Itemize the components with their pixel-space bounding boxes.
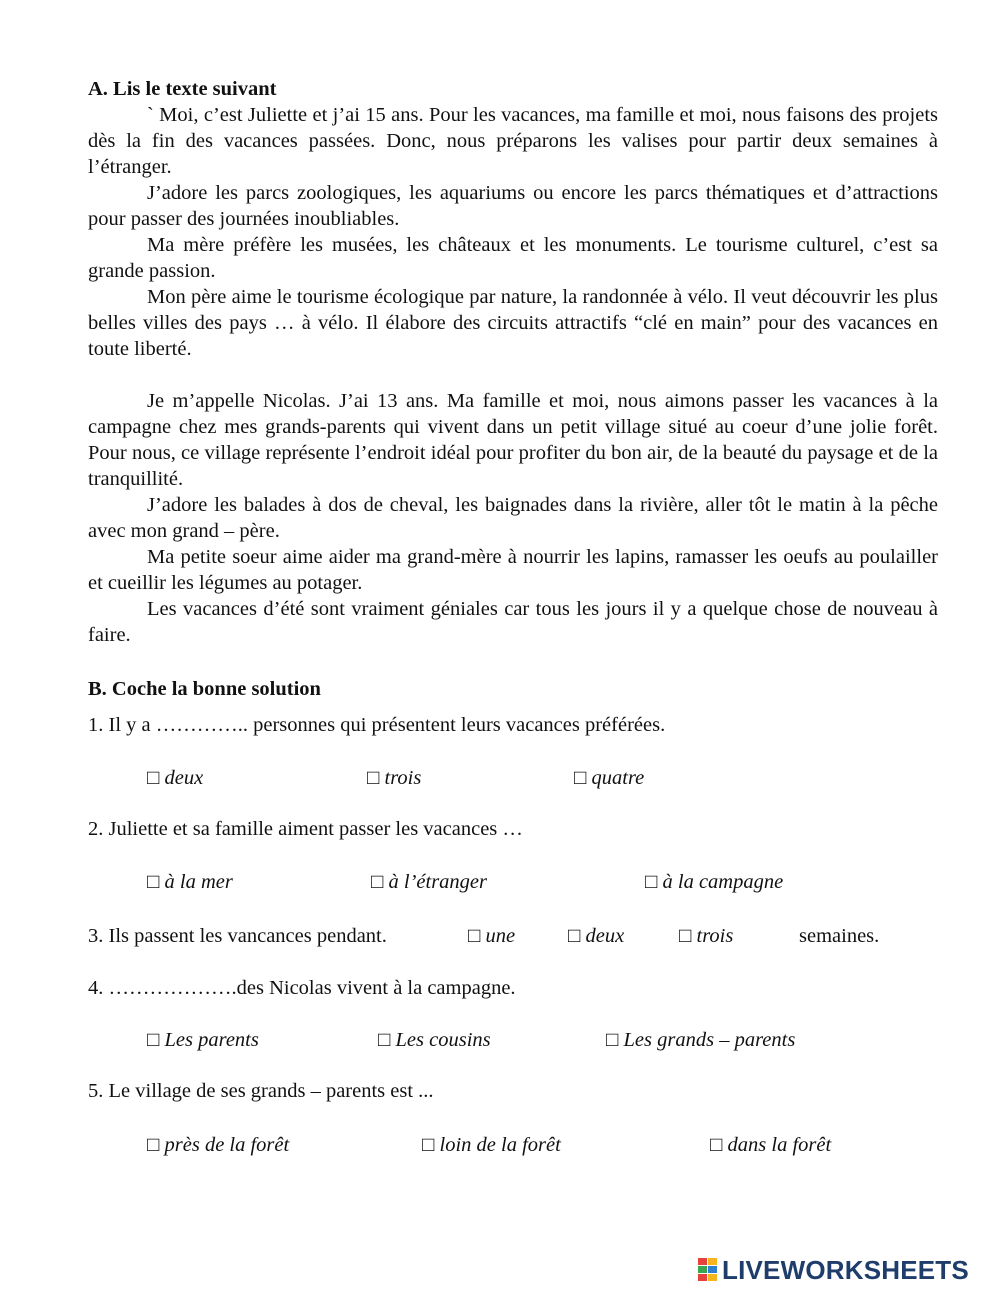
option-deux[interactable]: □ deux: [147, 767, 204, 789]
reading-paragraph: J’adore les parcs zoologiques, les aquariums ou encore les parcs thématiques et d’attractions pour passer des journées inoubliables.: [88, 182, 938, 230]
checkbox-icon[interactable]: □: [679, 925, 692, 947]
reading-paragraph: Les vacances d’été sont vraiment géniales car tous les jours il y a quelque chose de nouveau à faire.: [88, 598, 938, 646]
paragraph-spacer: [88, 362, 938, 388]
checkbox-icon[interactable]: □: [710, 1134, 723, 1156]
option-a-l-etranger[interactable]: □ à l’étranger: [371, 871, 488, 893]
checkbox-icon[interactable]: □: [568, 925, 581, 947]
reading-paragraph: Mon père aime le tourisme écologique par nature, la randonnée à vélo. Il veut découvrir les plus belles villes des pays … à vélo. Il élabore des circuits attractifs “clé en main” pour des vacances en toute liberté.: [88, 286, 938, 360]
question-4: 4. ……………….des Nicolas vivent à la campagne.: [88, 977, 516, 999]
liveworksheets-logo: [698, 1255, 994, 1285]
reading-paragraph: Je m’appelle Nicolas. J’ai 13 ans. Ma famille et moi, nous aimons passer les vacances à la campagne chez mes grands-parents qui vivent dans un petit village situé au coeur d’une jolie forêt. Pour nous, ce village représente l’endroit idéal pour profiter du bon air, de la beauté du paysage et de la tranquillité.: [88, 390, 938, 490]
option-dans-la-foret[interactable]: □ dans la forêt: [710, 1134, 832, 1156]
question-5-options: [88, 1132, 938, 1158]
checkbox-icon[interactable]: □: [147, 871, 160, 893]
question-1: 1. Il y a ………….. personnes qui présentent leurs vacances préférées.: [88, 714, 666, 736]
question-1-options: [88, 765, 938, 791]
question-3-text: 3. Ils passent les vancances pendant.: [88, 925, 387, 947]
checkbox-icon[interactable]: □: [371, 871, 384, 893]
checkbox-icon[interactable]: □: [378, 1029, 391, 1051]
checkbox-icon[interactable]: □: [147, 1134, 160, 1156]
reading-paragraph: Ma mère préfère les musées, les châteaux et les monuments. Le tourisme culturel, c’est sa grande passion.: [88, 234, 938, 282]
option-les-grands-parents[interactable]: □ Les grands – parents: [606, 1029, 796, 1051]
option-loin-de-la-foret[interactable]: □ loin de la forêt: [422, 1134, 561, 1156]
option-les-parents[interactable]: □ Les parents: [147, 1029, 259, 1051]
option-pres-de-la-foret[interactable]: □ près de la forêt: [147, 1134, 290, 1156]
option-quatre[interactable]: □ quatre: [574, 767, 645, 789]
option-deux[interactable]: □ deux: [568, 925, 625, 947]
question-3: [88, 923, 938, 949]
checkbox-icon[interactable]: □: [468, 925, 481, 947]
checkbox-icon[interactable]: □: [645, 871, 658, 893]
option-a-la-mer[interactable]: □ à la mer: [147, 871, 233, 893]
logo-blocks-icon: [698, 1258, 718, 1282]
section-b-heading: B. Coche la bonne solution: [88, 678, 321, 700]
question-4-options: [88, 1027, 938, 1053]
reading-paragraph: J’adore les balades à dos de cheval, les baignades dans la rivière, aller tôt le matin à la pêche avec mon grand – père.: [88, 494, 938, 542]
checkbox-icon[interactable]: □: [422, 1134, 435, 1156]
worksheet-page: [88, 76, 938, 1158]
section-a-heading: A. Lis le texte suivant: [88, 78, 277, 100]
reading-paragraph: Ma petite soeur aime aider ma grand-mère à nourrir les lapins, ramasser les oeufs au poulailler et cueillir les légumes au potager.: [88, 546, 938, 594]
question-2: 2. Juliette et sa famille aiment passer les vacances …: [88, 818, 523, 840]
question-3-suffix: semaines.: [799, 925, 880, 947]
option-trois[interactable]: □ trois: [679, 925, 734, 947]
logo-wordmark: LIVEWORKSHEETS: [722, 1255, 969, 1285]
checkbox-icon[interactable]: □: [367, 767, 380, 789]
checkbox-icon[interactable]: □: [606, 1029, 619, 1051]
reading-paragraph: ` Moi, c’est Juliette et j’ai 15 ans. Pour les vacances, ma famille et moi, nous faisons des projets dès la fin des vacances passées. Donc, nous préparons les valises pour partir deux semaines à l’étranger.: [88, 104, 938, 178]
checkbox-icon[interactable]: □: [147, 767, 160, 789]
option-une[interactable]: □ une: [468, 925, 516, 947]
option-a-la-campagne[interactable]: □ à la campagne: [645, 871, 784, 893]
checkbox-icon[interactable]: □: [574, 767, 587, 789]
question-5: 5. Le village de ses grands – parents est ...: [88, 1080, 434, 1102]
option-les-cousins[interactable]: □ Les cousins: [378, 1029, 491, 1051]
question-2-options: [88, 869, 938, 895]
option-trois[interactable]: □ trois: [367, 767, 422, 789]
checkbox-icon[interactable]: □: [147, 1029, 160, 1051]
